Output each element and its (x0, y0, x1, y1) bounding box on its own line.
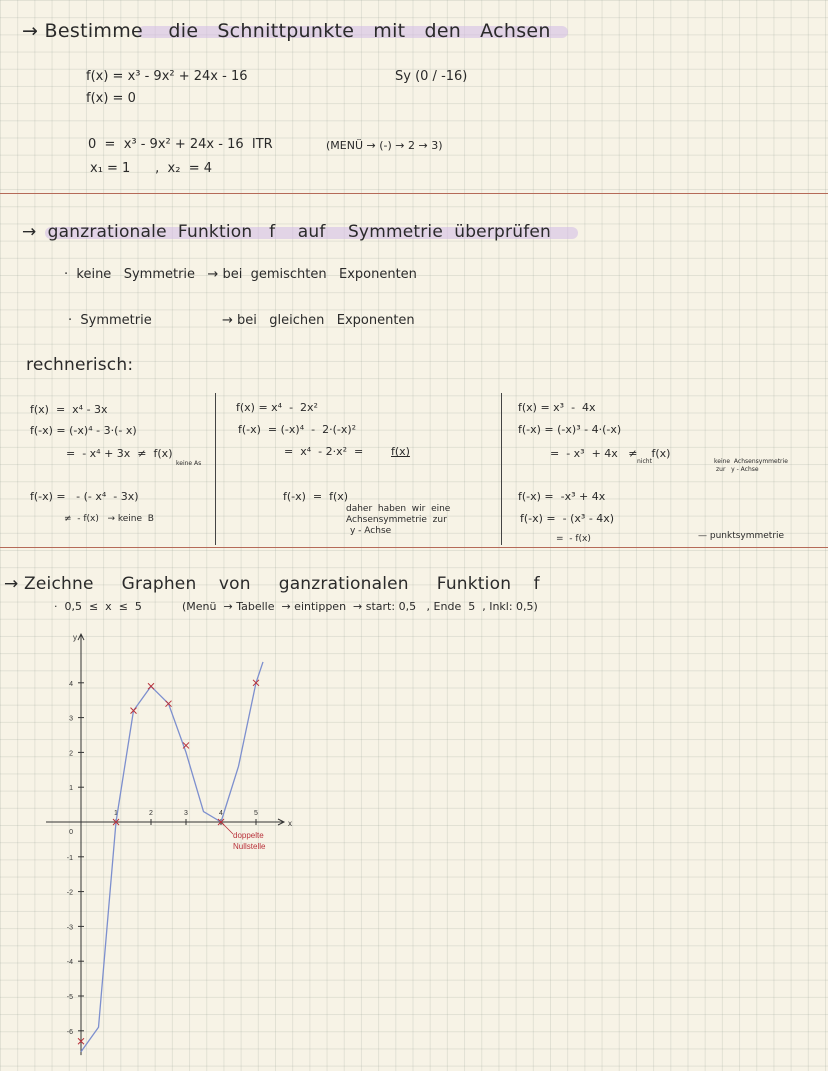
bullet-symmetry: · Symmetrie → bei gleichen Exponenten (68, 313, 415, 328)
equation: 0 = x³ - 9x² + 24x - 16 ITR (88, 137, 273, 152)
zero-condition: f(x) = 0 (86, 91, 136, 106)
col1-line: f(-x) = - (- x⁴ - 3x) (30, 490, 139, 503)
col3-line: f(-x) = (-x)³ - 4·(-x) (518, 423, 622, 436)
col3-line: f(-x) = -x³ + 4x (518, 490, 606, 503)
col3-note: nicht (637, 458, 652, 465)
col3-note: zur y - Achse (716, 466, 759, 473)
col2-line: y - Achse (350, 526, 392, 536)
col3-line: = - f(x) (556, 534, 591, 544)
y-tick-label: -2 (66, 889, 73, 897)
col3-note: keine Achsensymmetrie (714, 458, 788, 465)
col2-line: daher haben wir eine (346, 504, 451, 514)
col2-line: f(x) = x⁴ - 2x² (236, 401, 318, 414)
x-tick-label: 4 (219, 810, 223, 817)
x-tick-label: 2 (149, 810, 153, 817)
col3-line: = - x³ + 4x ≠ f(x) (550, 447, 671, 460)
section3-heading: → Zeichne Graphen von ganzrationalen Funktion f (4, 574, 540, 594)
x-tick-label: 3 (184, 810, 188, 817)
y-tick-label: -1 (66, 854, 73, 862)
x-tick-label: 1 (114, 810, 118, 817)
y-tick-label: 2 (69, 750, 73, 758)
table-menu: (Menü → Tabelle → eintippen → start: 0,5 , Ende 5 , Inkl: 0,5) (182, 600, 538, 613)
y-tick-label: -6 (66, 1028, 73, 1036)
calculator-menu: (MENÜ → (-) → 2 → 3) (326, 139, 443, 152)
col1-line: = - x⁴ + 3x ≠ f(x) (66, 447, 173, 460)
col2-line: f(-x) = f(x) (283, 490, 349, 503)
col2-line: = x⁴ - 2·x² = (284, 445, 367, 458)
annotation-pointer (222, 823, 233, 834)
rechnerisch-label: rechnerisch: (26, 355, 134, 375)
x-axis-label: x (288, 819, 292, 828)
annotation-text: Nullstelle (233, 842, 266, 851)
col1-line: ≠ - f(x) → keine B (64, 514, 154, 524)
y-tick-label: 1 (69, 785, 73, 793)
data-point-marker (148, 683, 154, 689)
y-tick-label: -4 (66, 959, 73, 967)
y-intercept: Sy (0 / -16) (395, 69, 468, 84)
data-point-marker (166, 701, 172, 707)
y-axis-label: y (73, 633, 77, 643)
y-tick-label: 4 (69, 680, 73, 688)
y-tick-label: -5 (66, 994, 73, 1001)
col2-fx-underlined: f(x) (391, 445, 410, 458)
annotation-text: doppelte (233, 831, 264, 840)
function-definition: f(x) = x³ - 9x² + 24x - 16 (86, 69, 248, 84)
section1-heading: → Bestimme die Schnittpunkte mit den Achsen (22, 20, 551, 42)
y-tick-label: -3 (66, 924, 73, 932)
roots: x₁ = 1 , x₂ = 4 (90, 161, 212, 176)
y-tick-label: 0 (69, 829, 73, 836)
col1-line: f(-x) = (-x)⁴ - 3·(- x) (30, 424, 137, 437)
col3-result: — punktsymmetrie (698, 531, 785, 541)
function-curve (81, 662, 263, 1052)
col2-line: Achsensymmetrie zur (346, 515, 447, 525)
bullet-no-symmetry: · keine Symmetrie → bei gemischten Exponenten (64, 267, 417, 282)
x-range: · 0,5 ≤ x ≤ 5 (54, 600, 142, 613)
y-tick-label: 3 (69, 715, 73, 723)
col1-note: keine As (176, 460, 202, 467)
col3-line: f(-x) = - (x³ - 4x) (520, 512, 615, 525)
section2-heading: → ganzrationale Funktion f auf Symmetrie überprüfen (22, 222, 552, 242)
x-tick-label: 5 (254, 810, 258, 817)
col1-line: f(x) = x⁴ - 3x (30, 403, 108, 416)
col2-line: f(-x) = (-x)⁴ - 2·(-x)² (238, 423, 357, 436)
col3-line: f(x) = x³ - 4x (518, 401, 596, 414)
